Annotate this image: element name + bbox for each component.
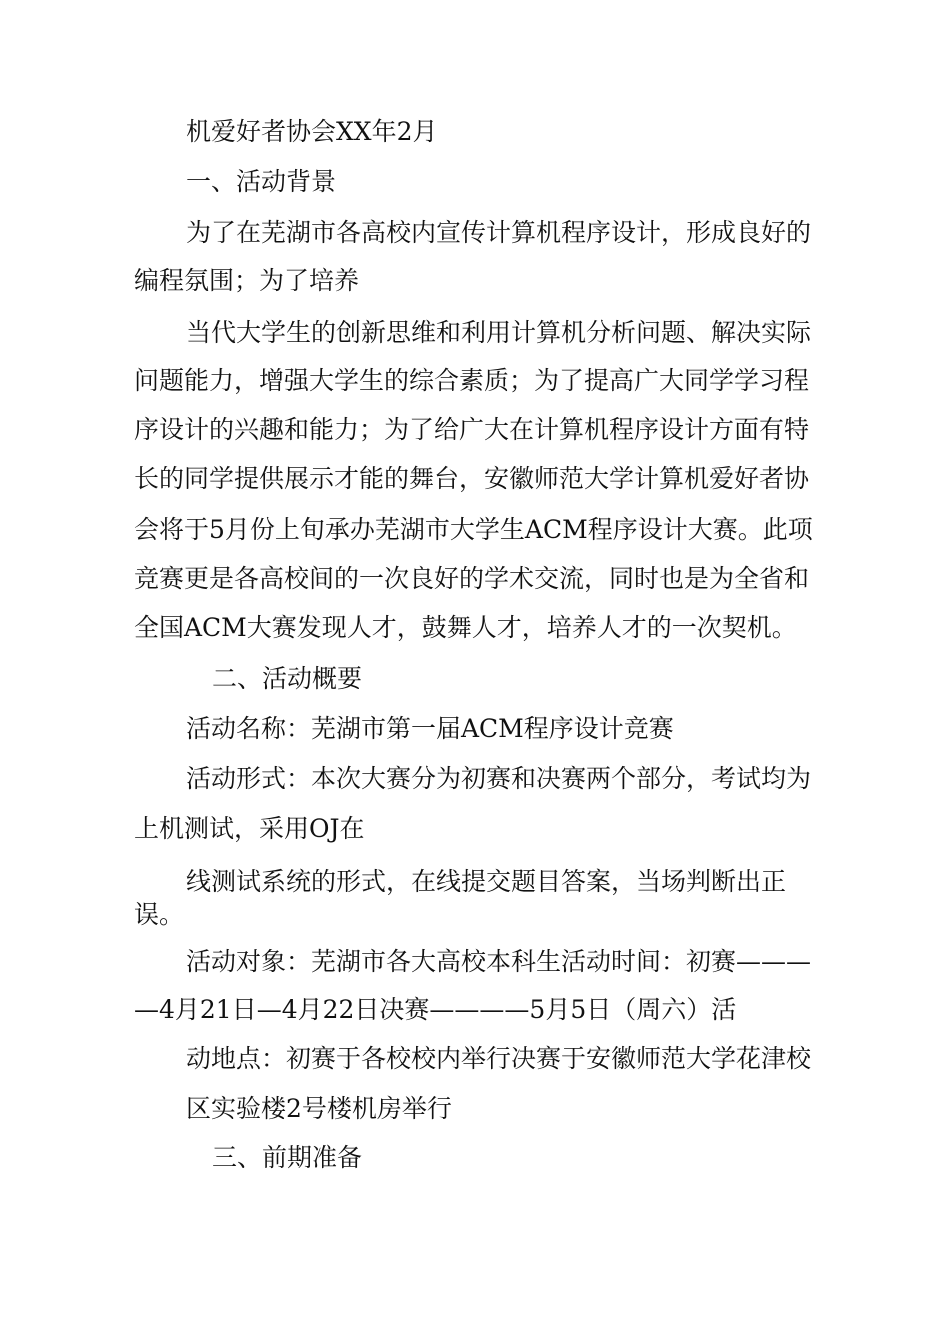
section-heading-overview: 二、活动概要 [212, 664, 363, 693]
text-line-9: 会将于5月份上旬承办芜湖市大学生ACM程序设计大赛。此项 [134, 515, 813, 544]
text-line-19: —4月21日—4月22日决赛————5月5日（周六）活 [134, 995, 737, 1024]
section-heading-preparation: 三、前期准备 [212, 1143, 363, 1172]
section-heading-background: 一、活动背景 [186, 167, 337, 196]
text-line-4: 编程氛围；为了培养 [134, 266, 360, 295]
text-line-7: 序设计的兴趣和能力；为了给广大在计算机程序设计方面有特 [134, 415, 810, 444]
text-line-11: 全国ACM大赛发现人才，鼓舞人才，培养人才的一次契机。 [134, 613, 797, 642]
text-line-8: 长的同学提供展示才能的舞台，安徽师范大学计算机爱好者协 [134, 464, 810, 493]
text-line-16: 线测试系统的形式，在线提交题目答案，当场判断出正 [186, 867, 787, 896]
text-line-1: 机爱好者协会XX年2月 [186, 117, 438, 146]
text-line-15: 上机测试，采用OJ在 [134, 814, 365, 843]
text-line-13: 活动名称：芜湖市第一届ACM程序设计竞赛 [186, 714, 674, 743]
text-line-20: 动地点：初赛于各校校内举行决赛于安徽师范大学花津校 [186, 1044, 812, 1073]
text-line-10: 竞赛更是各高校间的一次良好的学术交流，同时也是为全省和 [134, 564, 810, 593]
text-line-3: 为了在芜湖市各高校内宣传计算机程序设计，形成良好的 [186, 218, 812, 247]
text-line-5: 当代大学生的创新思维和利用计算机分析问题、解决实际 [186, 318, 812, 347]
text-line-6: 问题能力，增强大学生的综合素质；为了提高广大同学学习程 [134, 366, 810, 395]
text-line-21: 区实验楼2号楼机房举行 [186, 1094, 452, 1123]
text-line-18: 活动对象：芜湖市各大高校本科生活动时间：初赛——— [186, 947, 812, 976]
text-line-17: 误。 [134, 900, 185, 929]
text-line-14: 活动形式：本次大赛分为初赛和决赛两个部分，考试均为 [186, 764, 812, 793]
